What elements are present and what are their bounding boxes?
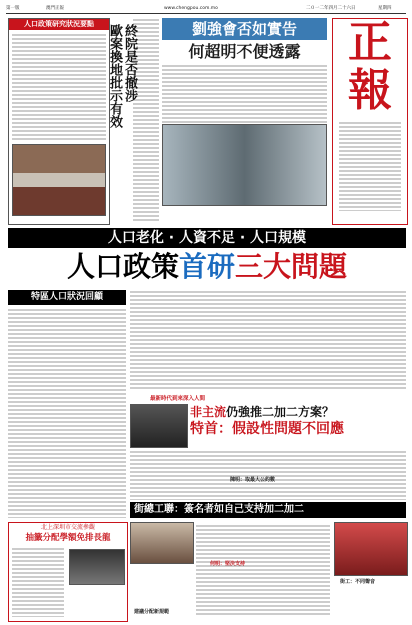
special-area-title: 特區人口狀況回顧 <box>8 290 126 305</box>
vertical-headline-1: 終院是否撤涉 <box>122 24 137 102</box>
masthead-info <box>339 121 401 211</box>
center-headline-2: 何超明不便透露 <box>188 42 301 61</box>
logo-char-1: 正 <box>348 17 392 68</box>
issue-date: 二０一二年四月二十六日 <box>306 6 356 11</box>
logo-char-2: 報 <box>348 65 392 116</box>
subhead-2: 陳明：取最大公約數 <box>230 477 276 483</box>
subhead-3: 何明：堅決支持 <box>210 561 246 567</box>
center-article-text <box>162 64 327 124</box>
vertical-headline-2: 歐案換地批示有效 <box>107 24 122 128</box>
subhead-5: 建議分配新規範 <box>134 609 170 615</box>
mid-headline: 特首：假設性問題不回應 <box>190 421 344 437</box>
page-number: 第一版 <box>6 6 20 11</box>
bottom-article-text <box>196 524 330 616</box>
signature-photo-2 <box>334 522 408 576</box>
top-center-article <box>162 18 327 223</box>
bottom-left-text <box>12 547 64 617</box>
subhead-1: 最新時代到來深入人間 <box>150 396 206 402</box>
mid-article-text <box>130 450 406 500</box>
bottom-article <box>130 502 406 620</box>
banner-line-2 <box>8 248 406 286</box>
paper-name: 澳門正報 <box>46 6 64 11</box>
banner-part-a: 人口政策 <box>66 250 179 283</box>
top-left-section <box>8 18 110 225</box>
mid-sub-b: 仍強推二加二方案？ <box>226 405 335 419</box>
mid-article <box>130 404 406 499</box>
student-photo <box>69 549 125 585</box>
top-bar <box>6 4 406 14</box>
site-url: www.chengpou.com.mo <box>164 6 218 11</box>
bottom-left-title: 抽籤分配學額免排長龍 <box>25 533 111 543</box>
section-title: 人口政策研究狀況要點 <box>9 19 109 30</box>
main-article-text <box>130 290 406 390</box>
banner-part-c: 三大問題 <box>235 250 348 283</box>
subhead-4: 街工：不同聲音 <box>340 579 376 585</box>
center-headline-1: 劉強會否如實告 <box>162 18 327 40</box>
weekday: 星期四 <box>378 6 392 11</box>
vertical-article <box>107 18 159 223</box>
banner-part-b: 首研 <box>178 250 235 283</box>
masthead <box>332 18 408 225</box>
meeting-photo <box>12 144 106 216</box>
chief-executive-photo <box>130 404 188 448</box>
bottom-left-section <box>8 522 128 622</box>
press-photo <box>162 124 327 206</box>
special-area-text <box>8 308 126 518</box>
bottom-headline: 街總工聯：簽名者如自己支持加二加二 <box>130 502 406 518</box>
main-banner <box>8 228 406 286</box>
section-text <box>12 33 106 141</box>
bottom-left-sub: 北上深圳市交流參觀 <box>40 524 95 531</box>
special-area-section <box>8 290 126 520</box>
signature-photo-1 <box>130 522 194 564</box>
mid-sub-a: 非主流 <box>190 405 227 419</box>
banner-line-1: 人口老化 · 人資不足 · 人口規模 <box>8 228 406 248</box>
